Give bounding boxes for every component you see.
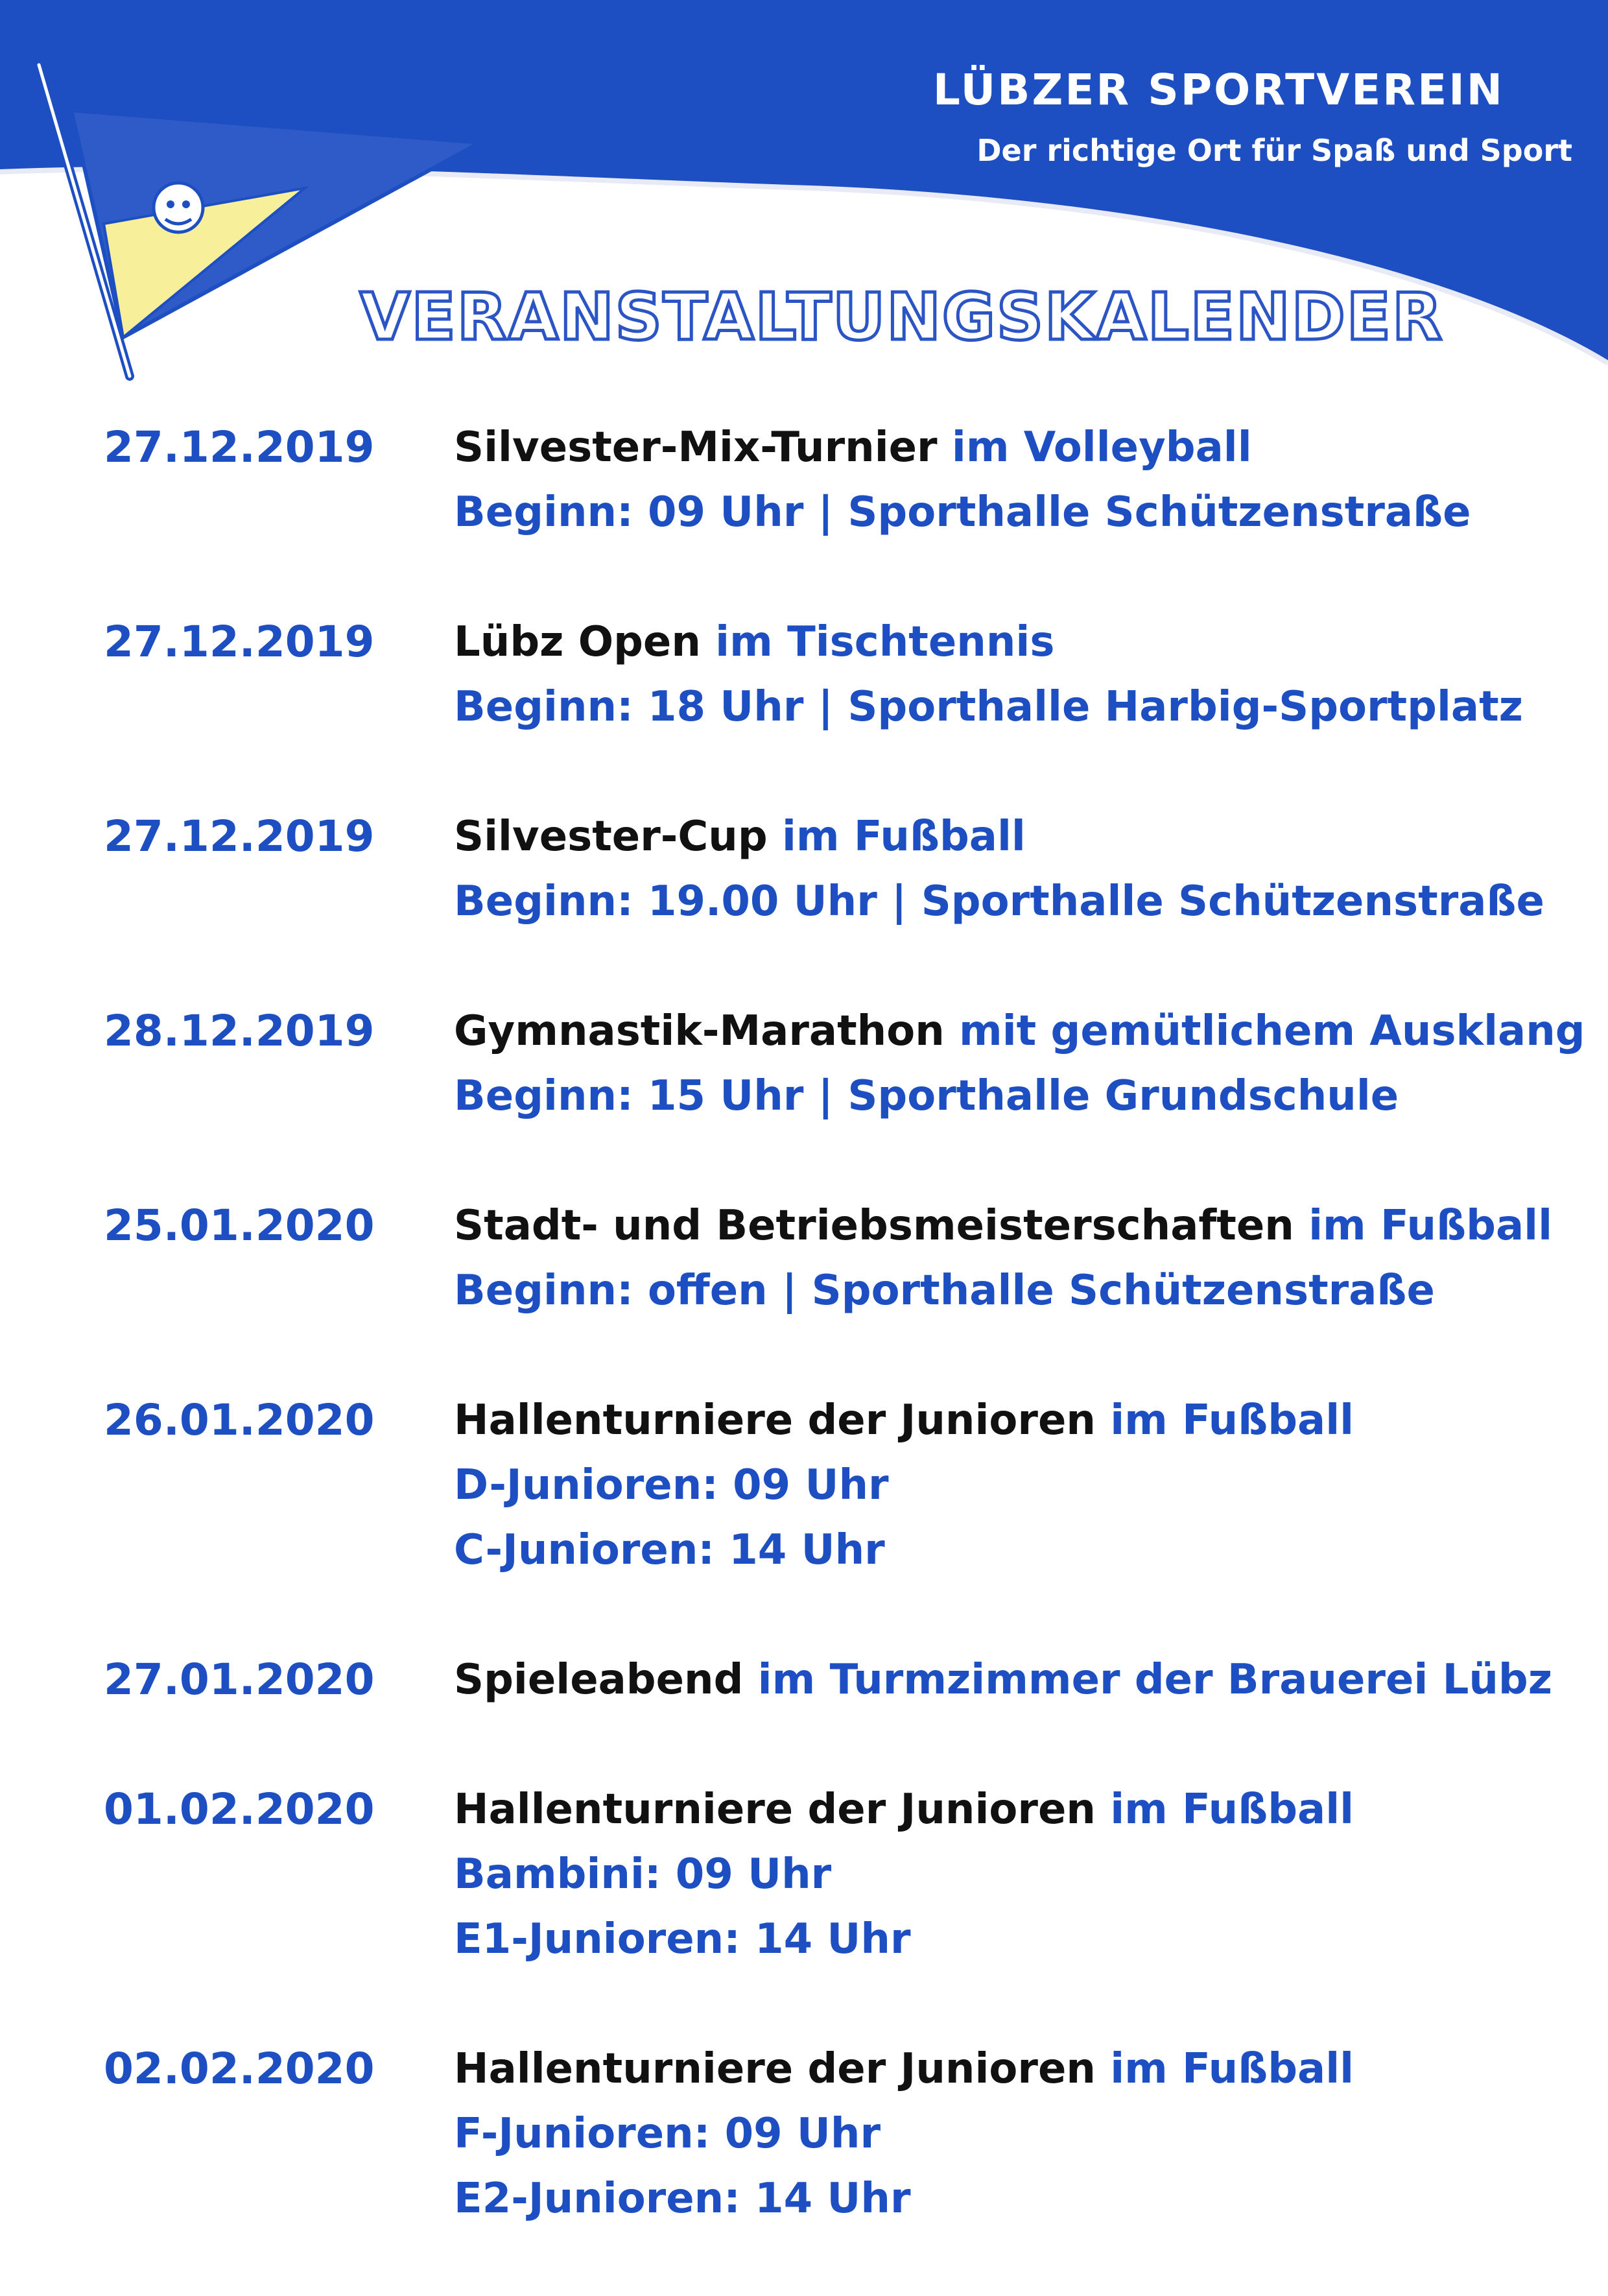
event-detail: Bambini: 09 Uhr (454, 1850, 832, 1898)
event-category: im Tischtennis (700, 618, 1055, 666)
event-date: 02.02.2020 (104, 2044, 375, 2094)
event-name: Spieleabend (454, 1656, 744, 1704)
event-name: Silvester-Mix-Turnier (454, 424, 938, 472)
event-name: Silvester-Cup (454, 813, 768, 861)
event-name: Hallenturniere der Junioren (454, 1786, 1096, 1834)
event-detail: C-Junioren: 14 Uhr (454, 1526, 885, 1574)
event-item (104, 1647, 1569, 1712)
club-name: LÜBZER SPORTVEREIN (932, 65, 1504, 115)
event-list (104, 415, 1585, 2296)
event-name: Hallenturniere der Junioren (454, 1396, 1096, 1444)
event-category: im Volleyball (937, 424, 1252, 472)
event-detail: F-Junioren: 09 Uhr (454, 2110, 881, 2158)
calendar-title: VERANSTALTUNGSKALENDER (360, 279, 1443, 355)
event-category: im Fußball (767, 813, 1026, 861)
event-item (104, 1777, 1569, 1972)
event-detail: E2-Junioren: 14 Uhr (454, 2175, 911, 2223)
event-name: Stadt- und Betriebsmeisterschaften (454, 1202, 1294, 1250)
event-category: im Fußball (1095, 1396, 1354, 1444)
event-category: im Fußball (1095, 2045, 1354, 2093)
event-name: Lübz Open (454, 618, 701, 666)
event-date: 25.01.2020 (104, 1201, 375, 1250)
event-name: Hallenturniere der Junioren (454, 2045, 1096, 2093)
event-date: 01.02.2020 (104, 1784, 375, 1834)
event-item (104, 999, 1585, 1129)
event-item (104, 804, 1569, 934)
event-item (104, 1388, 1569, 1583)
event-item (104, 610, 1569, 739)
event-detail: Beginn: 09 Uhr | Sporthalle Schützenstraße (454, 488, 1471, 536)
event-category: mit gemütlichem Ausklang (944, 1007, 1585, 1055)
event-date: 26.01.2020 (104, 1395, 375, 1445)
club-slogan: Der richtige Ort für Spaß und Sport (976, 133, 1572, 168)
event-detail: Beginn: offen | Sporthalle Schützenstraße (454, 1267, 1435, 1315)
event-category: im Fußball (1095, 1786, 1354, 1834)
event-date: 28.12.2019 (104, 1006, 375, 1056)
event-date: 27.12.2019 (104, 617, 375, 667)
event-detail: Beginn: 18 Uhr | Sporthalle Harbig-Sportplatz (454, 683, 1523, 731)
event-detail: Beginn: 19.00 Uhr | Sporthalle Schützenstraße (454, 878, 1544, 926)
event-detail: Beginn: 15 Uhr | Sporthalle Grundschule (454, 1072, 1399, 1120)
event-item (104, 2037, 1569, 2231)
event-detail: D-Junioren: 09 Uhr (454, 1461, 889, 1509)
event-item (104, 415, 1569, 545)
event-category: im Fußball (1294, 1202, 1552, 1250)
event-name: Gymnastik-Marathon (454, 1007, 945, 1055)
event-date: 27.12.2019 (104, 422, 375, 472)
event-category: im Turmzimmer der Brauerei Lübz (743, 1656, 1552, 1704)
event-date: 27.12.2019 (104, 811, 375, 861)
event-date: 27.01.2020 (104, 1655, 375, 1704)
event-item (104, 1193, 1569, 1323)
event-detail: E1-Junioren: 14 Uhr (454, 1915, 911, 1963)
